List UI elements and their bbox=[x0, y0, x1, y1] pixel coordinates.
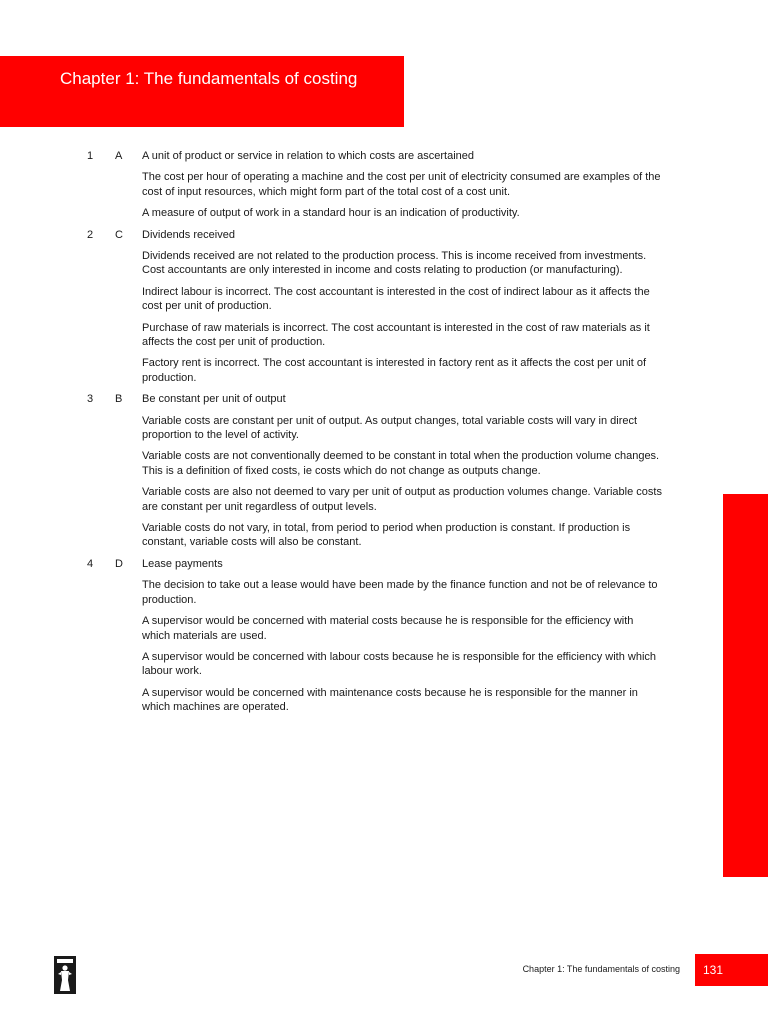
question-number: 1 bbox=[87, 150, 94, 162]
page-number-box bbox=[695, 954, 768, 986]
explanation-paragraph: A measure of output of work in a standard hour is an indication of productivity. bbox=[142, 207, 520, 220]
explanation-paragraph: Variable costs are constant per unit of output. As output changes, total variable costs will vary in direct proportion to the level of activity. bbox=[142, 414, 638, 442]
answer-text: Be constant per unit of output bbox=[142, 393, 286, 406]
answer-letter: B bbox=[115, 393, 123, 406]
chapter-banner bbox=[0, 56, 404, 127]
question-number: 2 bbox=[87, 228, 94, 241]
answers-list bbox=[0, 149, 768, 722]
page-number: 131 bbox=[703, 963, 724, 977]
chapter-title: Chapter 1: The fundamentals of costing bbox=[60, 69, 358, 88]
icaew-logo-icon bbox=[54, 956, 76, 994]
explanation-paragraph: Indirect labour is incorrect. The cost accountant is interested in the cost of indirect labour as it affects the cost per unit of production. bbox=[142, 285, 650, 313]
explanation-paragraph: Dividends received are not related to the production process. This is income received from investments. Cost accountants are only interested in income and costs relating to production (or manufacturing). bbox=[142, 250, 647, 277]
answer-row bbox=[0, 149, 768, 163]
explanation-paragraph: A supervisor would be concerned with material costs because he is responsible for the efficiency with which materials are used. bbox=[142, 615, 634, 642]
answer-letter: D bbox=[115, 557, 123, 570]
answer-text: A unit of product or service in relation to which costs are ascertained bbox=[142, 150, 475, 162]
answer-row bbox=[0, 228, 768, 242]
question-number: 3 bbox=[87, 393, 94, 406]
answer-row bbox=[0, 557, 768, 571]
explanation-paragraph: Purchase of raw materials is incorrect. The cost accountant is interested in the cost of raw materials as it affects the cost per unit of production. bbox=[142, 321, 650, 349]
answer-item bbox=[0, 392, 768, 550]
answer-letter: C bbox=[115, 228, 123, 241]
answer-item bbox=[0, 557, 768, 715]
answer-text: Dividends received bbox=[142, 228, 235, 241]
answer-item bbox=[0, 228, 768, 386]
explanation-paragraph: A supervisor would be concerned with maintenance costs because he is responsible for the manner in which machines are operated. bbox=[142, 686, 638, 714]
explanation-paragraph: The cost per hour of operating a machine and the cost per unit of electricity consumed are examples of the cost of input resources, which might form part of the total cost of a cost unit. bbox=[142, 171, 661, 198]
explanation-paragraph: The decision to take out a lease would have been made by the finance function and not be of relevance to production. bbox=[142, 579, 658, 606]
explanation-paragraph: Variable costs are also not deemed to vary per unit of output as production volumes change. Variable costs are constant per unit regardless of output levels. bbox=[142, 486, 662, 513]
explanation-paragraph: Variable costs do not vary, in total, from period to period when production is constant. If production is constant, variable costs will also be constant. bbox=[142, 522, 631, 549]
question-number: 4 bbox=[87, 557, 94, 570]
explanation-paragraph: A supervisor would be concerned with labour costs because he is responsible for the efficiency with which labour work. bbox=[142, 650, 657, 678]
explanation-paragraph: Variable costs are not conventionally deemed to be constant in total when the production volume changes. This is a definition of fixed costs, ie costs which do not change as outputs change. bbox=[142, 450, 660, 477]
answer-row bbox=[0, 392, 768, 406]
footer-chapter-title: Chapter 1: The fundamentals of costing bbox=[522, 964, 680, 974]
answer-item bbox=[0, 149, 768, 221]
explanation-paragraph: Factory rent is incorrect. The cost accountant is interested in factory rent as it affects the cost per unit of production. bbox=[142, 357, 646, 384]
answer-text: Lease payments bbox=[142, 557, 223, 570]
answer-letter: A bbox=[115, 150, 123, 162]
